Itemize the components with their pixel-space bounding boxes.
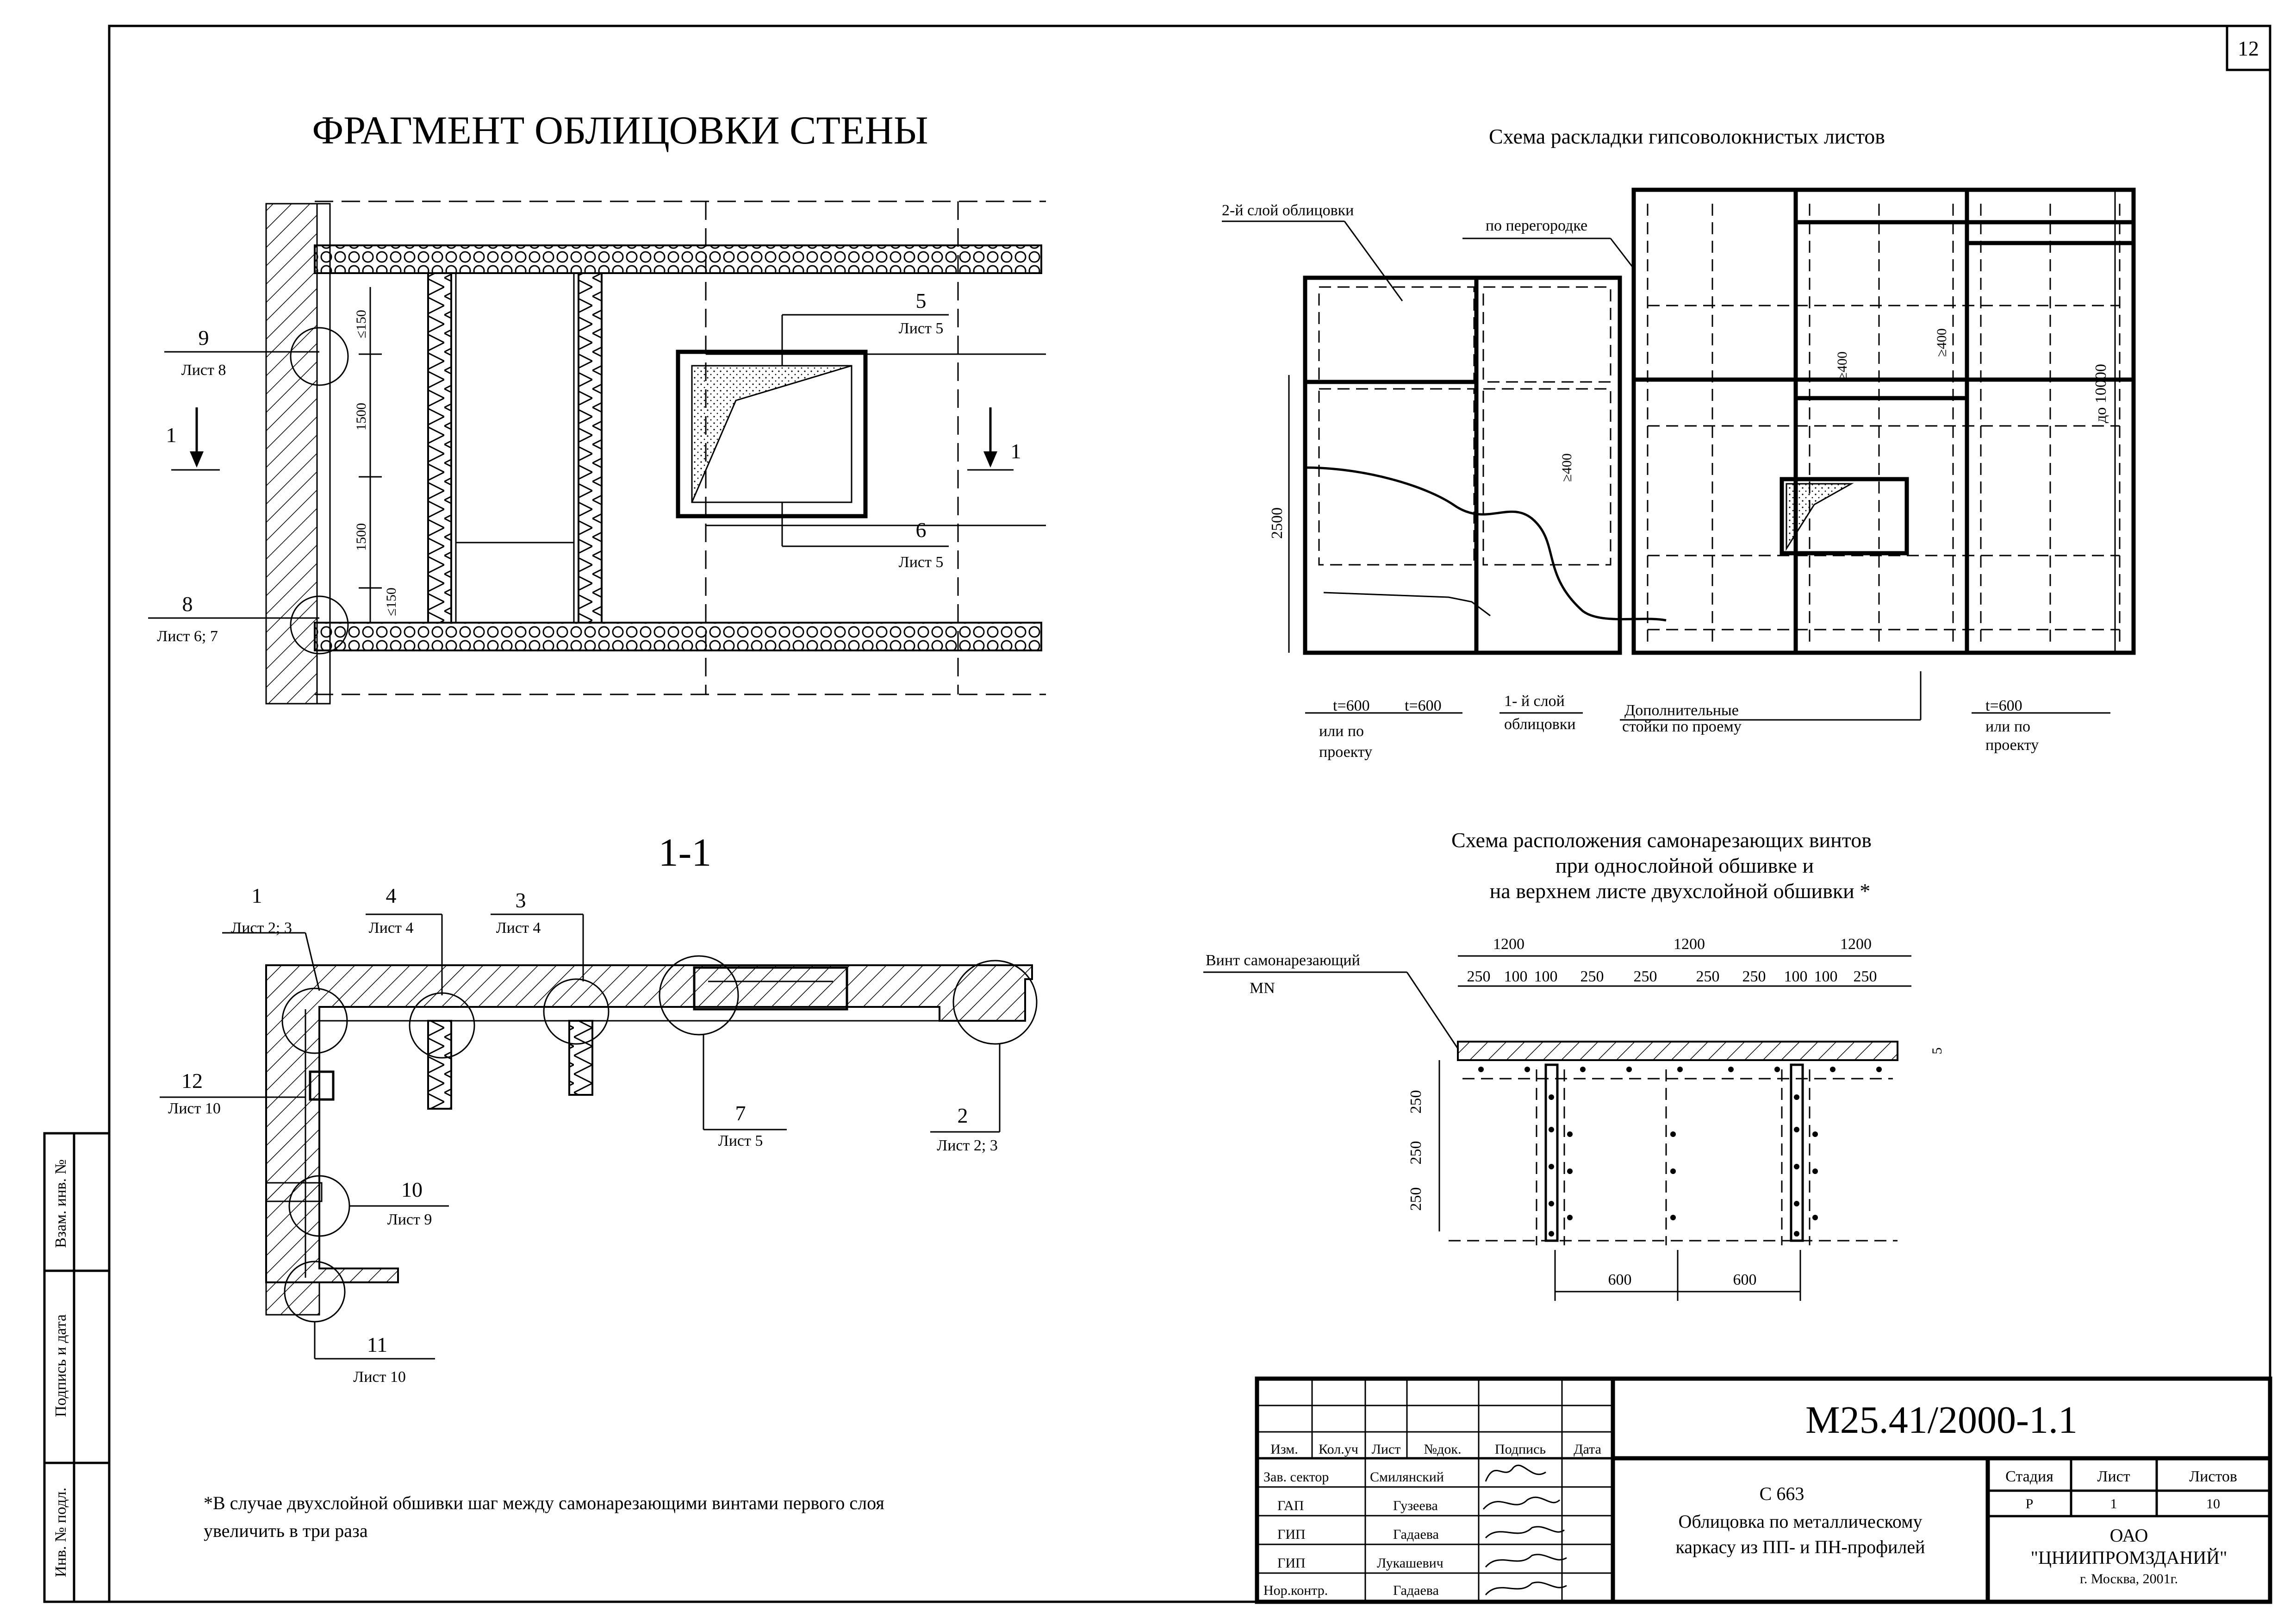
side-field-3: Инв. № подл. xyxy=(52,1487,69,1577)
screw-scheme xyxy=(1203,828,1945,1301)
layer1-a: 1- й слой xyxy=(1504,693,1565,710)
callout-7-ref: Лист 5 xyxy=(718,1132,763,1149)
side-stamp xyxy=(44,1133,109,1602)
or-project-c1: или по xyxy=(1985,718,2031,735)
vert-dim-3: 250 xyxy=(1407,1187,1425,1211)
tb-name-0: Смилянский xyxy=(1370,1469,1444,1485)
drawing-code: М25.41/2000-1.1 xyxy=(1805,1399,2078,1442)
sheet-header: Лист xyxy=(2097,1468,2130,1485)
callout-4-num: 4 xyxy=(386,884,397,907)
tb-role-3: ГИП xyxy=(1277,1555,1306,1571)
layer1-b: облицовки xyxy=(1504,716,1576,733)
sub-dim-6: 250 xyxy=(1742,968,1766,985)
h10000-label: до 10000 xyxy=(2092,364,2109,423)
tb-h-kolych: Кол.уч xyxy=(1319,1442,1358,1457)
callout-5-ref: Лист 5 xyxy=(898,320,944,337)
layout-scheme-title: Схема раскладки гипсоволокнистых листов xyxy=(1488,125,1885,148)
callout-6-num: 6 xyxy=(915,518,927,542)
tb-h-list: Лист xyxy=(1371,1442,1401,1457)
ge400-a: ≥400 xyxy=(1835,351,1850,380)
sub-dim-0: 250 xyxy=(1467,968,1491,985)
screw-label: Винт самонарезающий xyxy=(1206,952,1360,969)
callout-6-ref: Лист 5 xyxy=(898,554,944,571)
signatures xyxy=(1483,1465,1567,1595)
section-mark-right: 1 xyxy=(1010,439,1021,463)
partition-label: по перегородке xyxy=(1485,217,1588,234)
dim-le150-top: ≤150 xyxy=(354,310,369,338)
bottom-dim-1: 600 xyxy=(1608,1271,1632,1288)
layer2-label: 2-й слой облицовки xyxy=(1222,202,1354,219)
callout-3-num: 3 xyxy=(515,888,526,912)
sub-dim-1: 100 xyxy=(1504,968,1528,985)
ge400-b: ≥400 xyxy=(1934,328,1949,357)
tb-role-0: Зав. сектор xyxy=(1263,1469,1329,1485)
top-dim-3: 1200 xyxy=(1840,936,1872,953)
callout-8-num: 8 xyxy=(182,592,193,616)
callout-11-ref: Лист 10 xyxy=(353,1368,406,1386)
tb-h-data: Дата xyxy=(1574,1442,1601,1457)
tb-h-podpis: Подпись xyxy=(1494,1442,1546,1457)
callout-9-num: 9 xyxy=(198,326,209,350)
or-project-c2: проекту xyxy=(1985,737,2039,754)
side-field-2: Подпись и дата xyxy=(52,1314,69,1417)
ge400-c: ≥400 xyxy=(1559,453,1574,482)
callout-7-num: 7 xyxy=(735,1101,746,1125)
t600-c: t=600 xyxy=(1985,697,2022,714)
extra-studs-a: Дополнительные xyxy=(1624,702,1739,719)
tb-name-4: Гадаева xyxy=(1393,1583,1439,1598)
screw-title-1: Схема расположения самонарезающих винтов xyxy=(1451,828,1872,852)
side-field-1: Взам. инв. № xyxy=(52,1159,69,1248)
screw-title-3: на верхнем листе двухслойной обшивки * xyxy=(1489,879,1871,903)
or-project-a2: проекту xyxy=(1319,743,1373,761)
tb-h-izm: Изм. xyxy=(1270,1442,1298,1457)
callout-10-num: 10 xyxy=(401,1178,423,1201)
gap-dim: 5 xyxy=(1929,1047,1945,1055)
sub-dim-7: 100 xyxy=(1784,968,1808,985)
sheets-value: 10 xyxy=(2206,1496,2220,1512)
vert-dim-2: 250 xyxy=(1407,1141,1425,1165)
org-3: г. Москва, 2001г. xyxy=(2080,1571,2178,1587)
callout-5-num: 5 xyxy=(915,289,927,312)
dim-le150-bottom: ≤150 xyxy=(384,587,399,616)
sub-dim-2: 100 xyxy=(1534,968,1558,985)
sheets-header: Листов xyxy=(2189,1468,2237,1485)
footnote-line-1: *В случае двухслойной обшивки шаг между самонарезающими винтами первого слоя xyxy=(204,1493,884,1513)
callout-4-ref: Лист 4 xyxy=(368,919,414,937)
tb-h-ndok: №док. xyxy=(1424,1442,1462,1457)
tb-role-2: ГИП xyxy=(1277,1527,1306,1542)
sheet-value: 1 xyxy=(2110,1496,2117,1512)
org-2: "ЦНИИПРОМЗДАНИЙ" xyxy=(2030,1547,2228,1568)
or-project-a1: или по xyxy=(1319,723,1364,740)
callout-12-ref: Лист 10 xyxy=(168,1100,221,1117)
t600-b: t=600 xyxy=(1405,697,1442,714)
stage-value: Р xyxy=(2025,1496,2034,1512)
desc-2: каркасу из ПП- и ПН-профилей xyxy=(1675,1537,1925,1557)
extra-studs-b: стойки по проему xyxy=(1622,718,1742,735)
org-1: ОАО xyxy=(2109,1525,2148,1546)
section-mark-left: 1 xyxy=(166,423,177,447)
tb-name-2: Гадаева xyxy=(1393,1527,1439,1542)
stage-header: Стадия xyxy=(2005,1468,2053,1485)
sub-dim-8: 100 xyxy=(1814,968,1838,985)
bottom-dim-2: 600 xyxy=(1733,1271,1757,1288)
section-1-1 xyxy=(160,830,1037,1386)
callout-12-num: 12 xyxy=(181,1069,203,1093)
top-dim-2: 1200 xyxy=(1674,936,1705,953)
callout-2-ref: Лист 2; 3 xyxy=(937,1137,998,1154)
sheet-number: 12 xyxy=(2238,37,2259,60)
footnote-line-2: увеличить в три раза xyxy=(204,1520,368,1541)
callout-1-num: 1 xyxy=(251,884,262,907)
section-title: 1-1 xyxy=(658,830,712,874)
callout-9-ref: Лист 8 xyxy=(181,362,226,379)
tb-role-4: Нор.контр. xyxy=(1263,1583,1328,1598)
callout-3-ref: Лист 4 xyxy=(496,919,541,937)
tb-name-1: Гузеева xyxy=(1393,1498,1438,1513)
h2500-label: 2500 xyxy=(1269,507,1286,539)
callout-10-ref: Лист 9 xyxy=(387,1211,432,1228)
callout-11-num: 11 xyxy=(367,1333,388,1356)
sub-dim-9: 250 xyxy=(1853,968,1877,985)
dim-1500-b: 1500 xyxy=(354,523,369,551)
sub-dim-4: 250 xyxy=(1633,968,1657,985)
sheet-layout-scheme xyxy=(1222,125,2134,761)
callout-1-ref: Лист 2; 3 xyxy=(231,919,292,937)
vert-dim-1: 250 xyxy=(1407,1090,1425,1114)
top-dim-1: 1200 xyxy=(1493,936,1524,953)
title-block xyxy=(1257,1379,2270,1602)
fragment-title: ФРАГМЕНТ ОБЛИЦОВКИ СТЕНЫ xyxy=(312,108,928,152)
series: С 663 xyxy=(1759,1483,1804,1504)
sub-dim-5: 250 xyxy=(1696,968,1720,985)
wall-fragment-plan xyxy=(148,108,1046,704)
callout-2-num: 2 xyxy=(957,1104,968,1127)
dim-1500-a: 1500 xyxy=(354,403,369,431)
tb-name-3: Лукашевич xyxy=(1377,1555,1444,1571)
desc-1: Облицовка по металлическому xyxy=(1678,1511,1923,1532)
sub-dim-3: 250 xyxy=(1580,968,1604,985)
tb-role-1: ГАП xyxy=(1277,1498,1304,1513)
screw-code: MN xyxy=(1250,980,1275,997)
callout-8-ref: Лист 6; 7 xyxy=(157,628,218,645)
screw-title-2: при однослойной обшивке и xyxy=(1555,854,1814,877)
t600-a: t=600 xyxy=(1333,697,1370,714)
